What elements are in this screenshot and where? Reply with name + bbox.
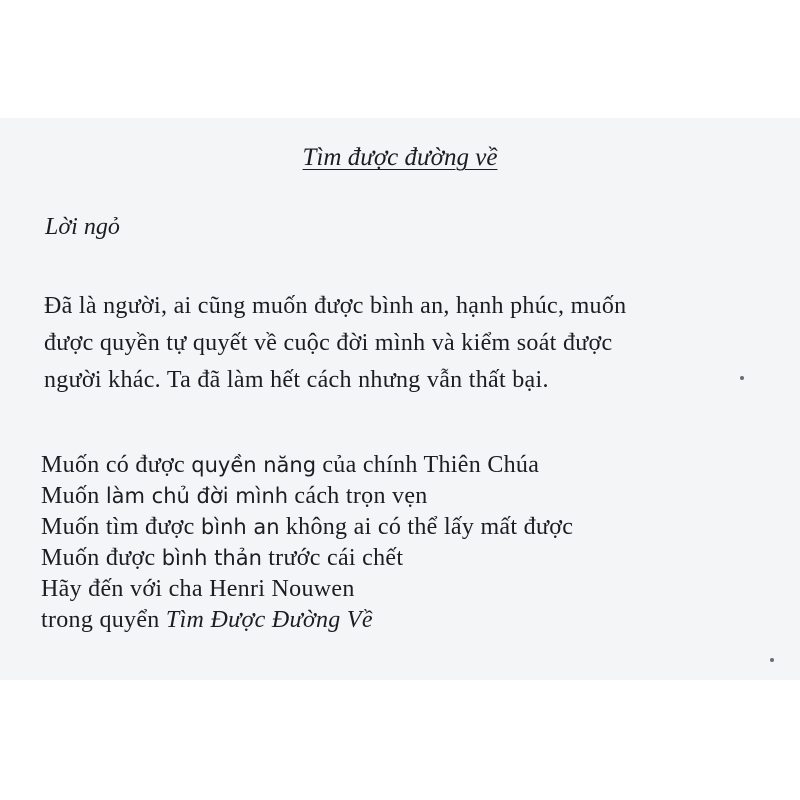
- paragraph-line: Đã là người, ai cũng muốn được bình an, hạnh phúc, muốn: [44, 293, 627, 319]
- invitation-line: Hãy đến với cha Henri Nouwen: [41, 576, 355, 602]
- emphasis: làm chủ đời mình: [105, 484, 289, 508]
- ink-speck: [770, 658, 774, 662]
- document-subtitle: Lời ngỏ: [45, 214, 120, 240]
- paragraph-line: được quyền tự quyết về cuộc đời mình và kiểm soát được: [44, 330, 613, 356]
- invitation-line: Muốn có được quyền năng của chính Thiên Chúa: [41, 452, 540, 478]
- invitation-line: Muốn được bình thản trước cái chết: [41, 545, 404, 571]
- emphasis: bình thản: [161, 546, 262, 570]
- emphasis: quyền năng: [191, 453, 317, 477]
- book-title: Tìm Được Đường Về: [165, 607, 373, 633]
- intro-paragraph: [44, 288, 774, 399]
- emphasis: bình an: [200, 515, 280, 539]
- invitation-lines: [41, 450, 771, 636]
- paragraph-line: người khác. Ta đã làm hết cách nhưng vẫn thất bại.: [44, 367, 549, 393]
- invitation-line: trong quyển Tìm Được Đường Về: [41, 607, 373, 633]
- document-title: Tìm được đường về: [302, 144, 498, 171]
- invitation-line: Muốn làm chủ đời mình cách trọn vẹn: [41, 483, 428, 509]
- document-page: [0, 118, 800, 680]
- ink-speck: [740, 376, 744, 380]
- invitation-line: Muốn tìm được bình an không ai có thể lấy mất được: [41, 514, 574, 540]
